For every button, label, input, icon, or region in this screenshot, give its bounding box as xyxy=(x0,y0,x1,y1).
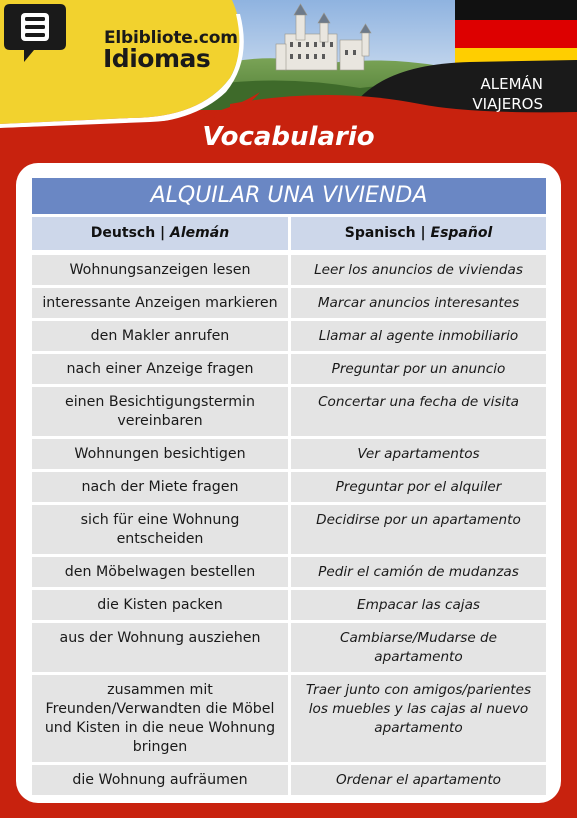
brand-site-name: Elbibliote.com xyxy=(104,28,238,48)
table-row xyxy=(32,557,546,587)
table-header-row xyxy=(32,217,546,250)
spanish-term: Ver apartamentos xyxy=(291,439,546,469)
table-row xyxy=(32,765,546,795)
german-term: Wohnungen besichtigen xyxy=(32,439,288,469)
german-term: die Wohnung aufräumen xyxy=(32,765,288,795)
speech-bubble-book-icon xyxy=(0,0,70,68)
german-term: die Kisten packen xyxy=(32,590,288,620)
spanish-term: Empacar las cajas xyxy=(291,590,546,620)
table-body xyxy=(32,255,546,795)
column-header-german: Deutsch | Alemán xyxy=(32,217,288,250)
table-row xyxy=(32,288,546,318)
table-row xyxy=(32,321,546,351)
table-title: ALQUILAR UNA VIVIENDA xyxy=(32,178,546,214)
german-term: zusammen mit Freunden/Verwandten die Möbel und Kisten in die neue Wohnung bringen xyxy=(32,675,288,762)
vocabulary-table xyxy=(32,178,546,798)
brand-product-name: Idiomas xyxy=(103,44,211,73)
spanish-term: Preguntar por un anuncio xyxy=(291,354,546,384)
spanish-term: Decidirse por un apartamento xyxy=(291,505,546,554)
german-term: den Makler anrufen xyxy=(32,321,288,351)
spanish-term: Cambiarse/Mudarse de apartamento xyxy=(291,623,546,672)
german-term: sich für eine Wohnung entscheiden xyxy=(32,505,288,554)
table-row xyxy=(32,675,546,762)
header-banner xyxy=(0,0,577,128)
german-term: den Möbelwagen bestellen xyxy=(32,557,288,587)
spanish-term: Concertar una fecha de visita xyxy=(291,387,546,436)
table-row xyxy=(32,472,546,502)
spanish-term: Pedir el camión de mudanzas xyxy=(291,557,546,587)
german-term: interessante Anzeigen markieren xyxy=(32,288,288,318)
german-term: Wohnungsanzeigen lesen xyxy=(32,255,288,285)
table-row xyxy=(32,623,546,672)
german-term: einen Besichtigungstermin vereinbaren xyxy=(32,387,288,436)
table-row xyxy=(32,354,546,384)
german-term: aus der Wohnung ausziehen xyxy=(32,623,288,672)
table-row xyxy=(32,387,546,436)
spanish-term: Traer junto con amigos/parientes los muebles y las cajas al nuevo apartamento xyxy=(291,675,546,762)
spanish-term: Leer los anuncios de viviendas xyxy=(291,255,546,285)
spanish-term: Llamar al agente inmobiliario xyxy=(291,321,546,351)
spanish-term: Preguntar por el alquiler xyxy=(291,472,546,502)
column-header-spanish: Spanisch | Español xyxy=(291,217,546,250)
table-row xyxy=(32,255,546,285)
german-term: nach der Miete fragen xyxy=(32,472,288,502)
spanish-term: Marcar anuncios interesantes xyxy=(291,288,546,318)
audience-label: VIAJEROS xyxy=(472,95,543,113)
table-row xyxy=(32,505,546,554)
spanish-term: Ordenar el apartamento xyxy=(291,765,546,795)
table-row xyxy=(32,439,546,469)
language-label: ALEMÁN xyxy=(480,75,543,93)
table-row xyxy=(32,590,546,620)
german-term: nach einer Anzeige fragen xyxy=(32,354,288,384)
section-title: Vocabulario xyxy=(202,122,375,152)
